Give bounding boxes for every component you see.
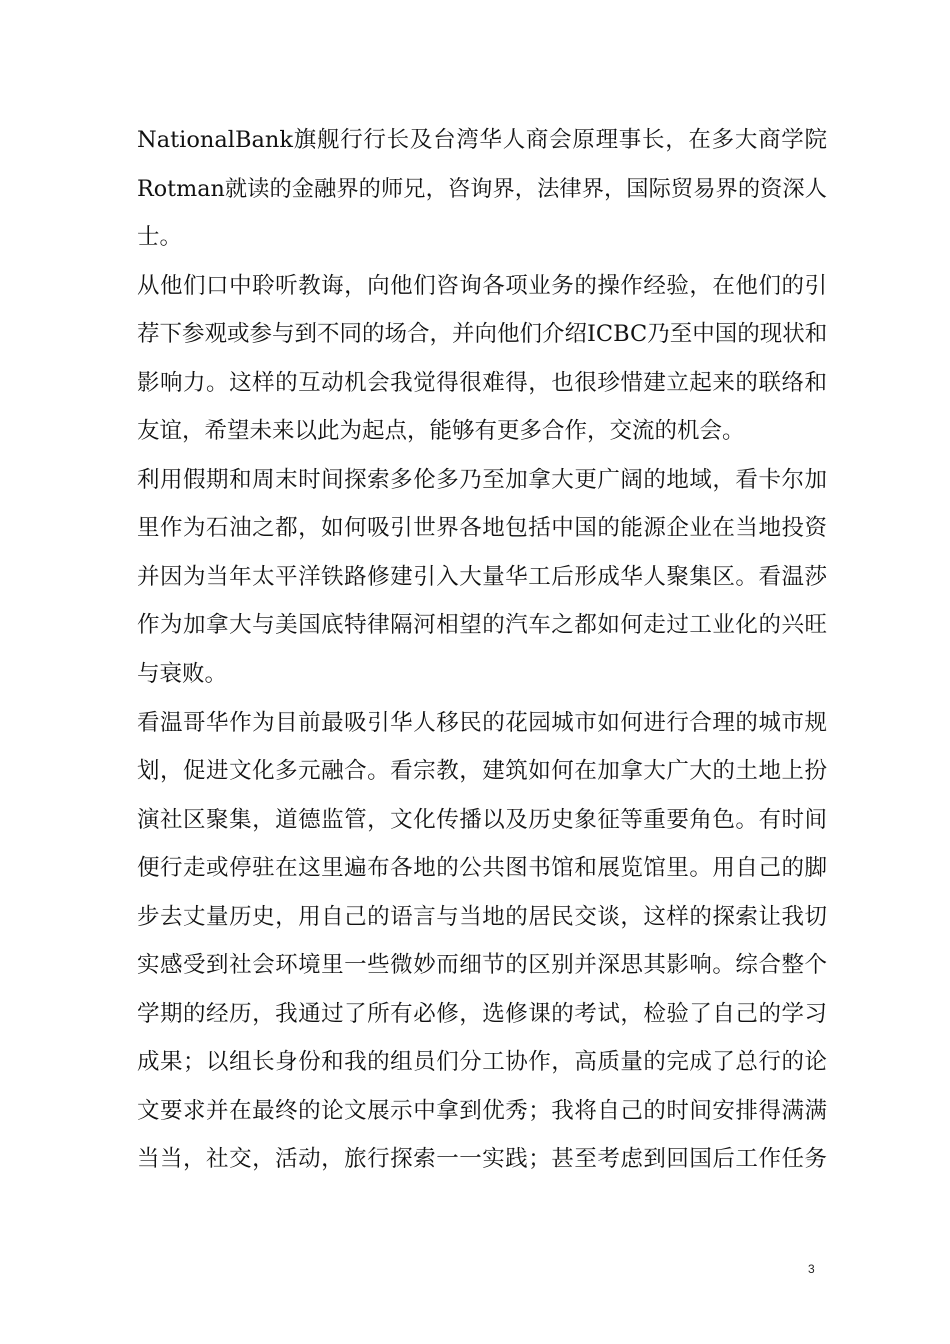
text-line: 作为加拿大与美国底特律隔河相望的汽车之都如何走过工业化的兴旺 [137, 612, 827, 639]
text-line: 划，促进文化多元融合。看宗教，建筑如何在加拿大广大的土地上扮 [137, 758, 827, 785]
text-line: 便行走或停驻在这里遍布各地的公共图书馆和展览馆里。用自己的脚 [137, 855, 827, 882]
text-line: 学期的经历，我通过了所有必修，选修课的考试，检验了自己的学习 [137, 1000, 827, 1027]
text-line: 步去丈量历史，用自己的语言与当地的居民交谈，这样的探索让我切 [137, 903, 827, 930]
page-number: 3 [808, 1262, 815, 1276]
text-line: 从他们口中聆听教诲，向他们咨询各项业务的操作经验，在他们的引 [137, 272, 827, 299]
text-line: 当当，社交，活动，旅行探索一一实践；甚至考虑到回国后工作任务 [137, 1146, 827, 1173]
text-line: 文要求并在最终的论文展示中拿到优秀；我将自己的时间安排得满满 [137, 1097, 827, 1124]
text-line: 成果；以组长身份和我的组员们分工协作，高质量的完成了总行的论 [137, 1049, 827, 1076]
text-line: 看温哥华作为目前最吸引华人移民的花园城市如何进行合理的城市规 [137, 709, 827, 736]
text-line: 里作为石油之都，如何吸引世界各地包括中国的能源企业在当地投资 [137, 515, 827, 542]
text-line: NationalBank旗舰行行长及台湾华人商会原理事长，在多大商学院 [137, 127, 827, 153]
text-line: 友谊，希望未来以此为起点，能够有更多合作，交流的机会。 [137, 418, 745, 445]
body-text [137, 116, 827, 1184]
text-line: 实感受到社会环境里一些微妙而细节的区别并深思其影响。综合整个 [137, 952, 827, 979]
text-line: 演社区聚集，道德监管，文化传播以及历史象征等重要角色。有时间 [137, 806, 827, 833]
text-line: 士。 [137, 224, 183, 251]
text-line: 与衰败。 [137, 661, 228, 688]
text-line: 利用假期和周末时间探索多伦多乃至加拿大更广阔的地域，看卡尔加 [137, 466, 827, 493]
text-line: 影响力。这样的互动机会我觉得很难得，也很珍惜建立起来的联络和 [137, 369, 827, 396]
text-line: 荐下参观或参与到不同的场合，并向他们介绍ICBC乃至中国的现状和 [137, 321, 828, 348]
text-line: 并因为当年太平洋铁路修建引入大量华工后形成华人聚集区。看温莎 [137, 563, 827, 590]
text-line: Rotman就读的金融界的师兄，咨询界，法律界，国际贸易界的资深人 [137, 175, 827, 202]
